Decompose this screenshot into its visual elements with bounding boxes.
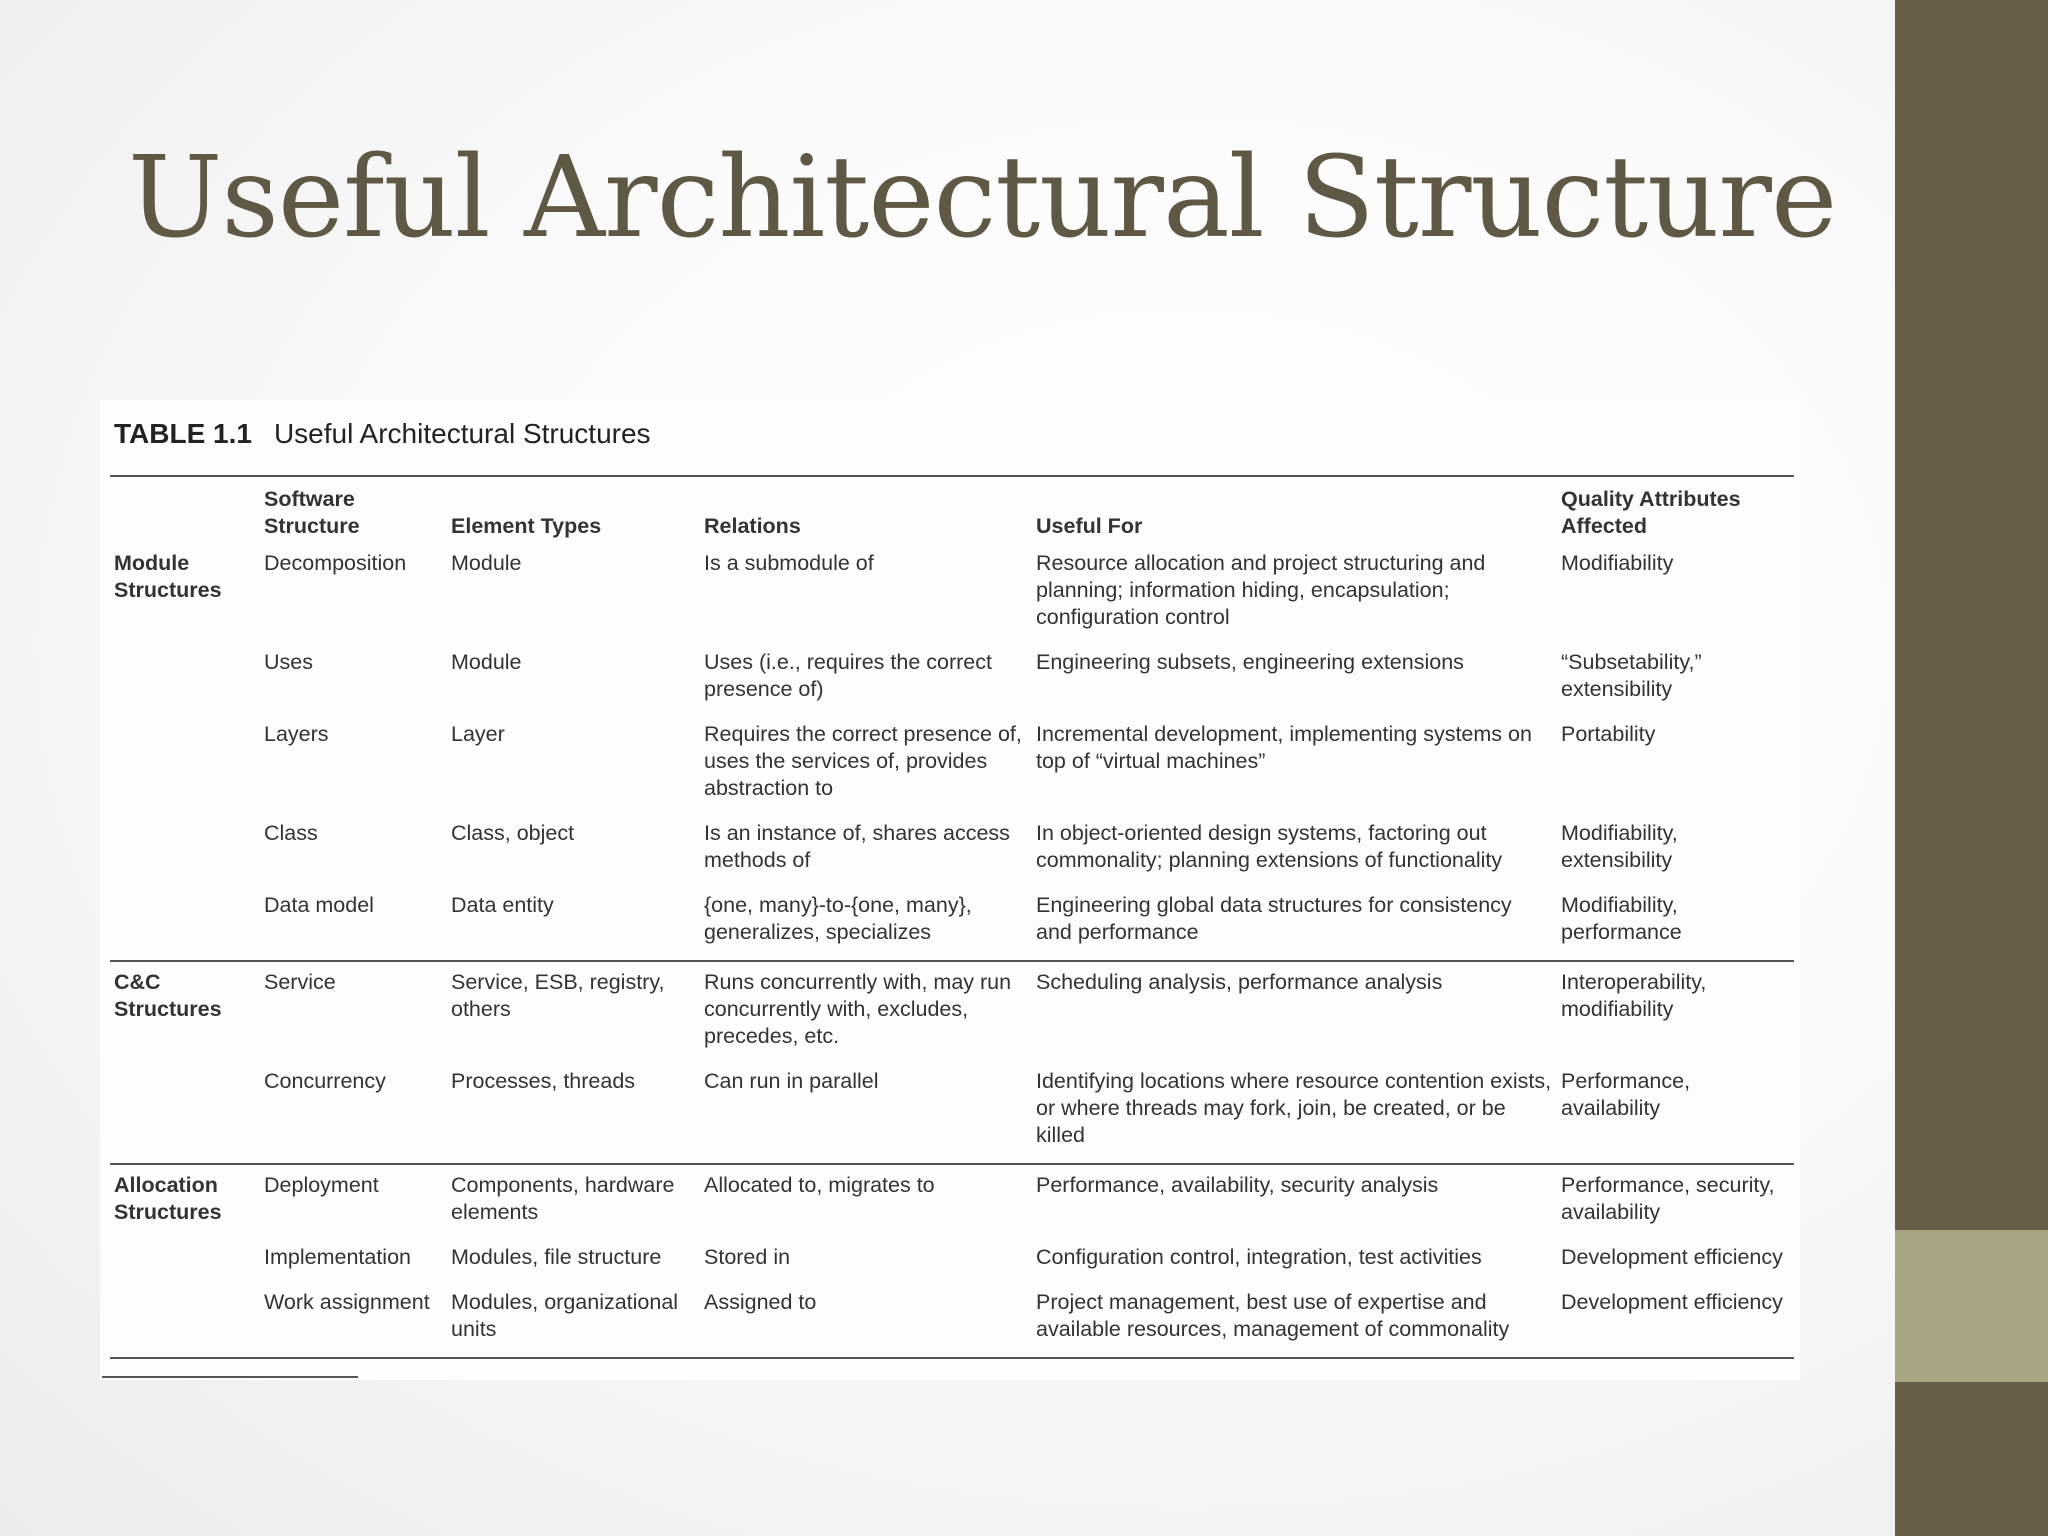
cell-category: Module Structures (114, 551, 222, 602)
table-figure (100, 400, 1800, 1380)
cell-relations: Can run in parallel (704, 1069, 879, 1093)
header-useful-for: Useful For (1032, 476, 1557, 546)
table-row (110, 888, 1794, 961)
cell-element-types: Components, hardware elements (447, 1164, 700, 1240)
header-quality-attributes: Quality Attributes Affected (1557, 476, 1794, 546)
cell-useful-for: Performance, availability, security analysis (1032, 1164, 1557, 1240)
cell-useful-for: Engineering subsets, engineering extensions (1036, 650, 1464, 674)
sidebar-accent-block (1895, 1230, 2048, 1382)
cell-relations: Is an instance of, shares access methods of (704, 821, 1010, 872)
cell-quality-attributes: Modifiability, extensibility (1561, 821, 1678, 872)
cell-category: C&C Structures (110, 961, 260, 1064)
cell-relations: Allocated to, migrates to (700, 1164, 1032, 1240)
cell-element-types: Class, object (451, 821, 575, 845)
table-row (110, 1240, 1794, 1285)
architectural-structures-table (110, 475, 1794, 1359)
table-row (110, 961, 1794, 1064)
cell-software-structure: Concurrency (264, 1069, 386, 1093)
header-element-types: Element Types (447, 476, 700, 546)
cell-category (110, 1064, 260, 1164)
cell-software-structure: Service (260, 961, 447, 1064)
cell-relations: {one, many}-to-{one, many}, generalizes, specializes (704, 893, 972, 944)
cell-software-structure: Layers (264, 722, 329, 746)
cell-relations: Stored in (704, 1245, 791, 1269)
slide-title: Useful Architectural Structure (128, 133, 1837, 263)
cell-useful-for: Scheduling analysis, performance analysis (1032, 961, 1557, 1064)
cell-quality-attributes: “Subsetability,” extensibility (1561, 650, 1702, 701)
header-relations: Relations (700, 476, 1032, 546)
table-row (110, 717, 1794, 816)
cell-element-types: Module (451, 650, 522, 674)
table-group (110, 1164, 1794, 1358)
cell-software-structure: Decomposition (264, 551, 407, 575)
cell-useful-for: In object-oriented design systems, factoring out commonality; planning extensions of functionality (1036, 821, 1503, 872)
cell-category: Allocation Structures (110, 1164, 260, 1240)
cell-relations: Is a submodule of (704, 551, 874, 575)
cell-quality-attributes: Development efficiency (1557, 1285, 1794, 1358)
cell-category (110, 1240, 260, 1285)
cell-category (110, 888, 260, 961)
cell-element-types: Service, ESB, registry, others (447, 961, 700, 1064)
cell-software-structure: Deployment (260, 1164, 447, 1240)
header-software-structure: Software Structure (260, 476, 447, 546)
cell-useful-for: Project management, best use of expertise and available resources, management of commonality (1032, 1285, 1557, 1358)
cell-element-types: Module (451, 551, 522, 575)
table-caption-label: TABLE 1.1 (114, 418, 252, 449)
table-row (110, 1064, 1794, 1164)
table-caption-title: Useful Architectural Structures (273, 418, 651, 449)
table-row (110, 546, 1794, 645)
cell-category (110, 816, 260, 888)
cell-element-types: Layer (451, 722, 505, 746)
cell-quality-attributes: Interoperability, modifiability (1557, 961, 1794, 1064)
cell-quality-attributes: Modifiability, performance (1561, 893, 1682, 944)
table-group (110, 961, 1794, 1164)
cell-software-structure: Data model (264, 893, 374, 917)
cell-relations: Requires the correct presence of, uses the services of, provides abstraction to (704, 722, 1022, 800)
cell-element-types: Data entity (451, 893, 554, 917)
table-row (110, 1164, 1794, 1240)
footnote-rule (102, 1376, 358, 1378)
cell-quality-attributes: Performance, availability (1561, 1069, 1691, 1120)
cell-useful-for: Engineering global data structures for consistency and performance (1036, 893, 1512, 944)
cell-software-structure: Uses (264, 650, 313, 674)
table-header-row (110, 476, 1794, 546)
cell-software-structure: Work assignment (260, 1285, 447, 1358)
table-row (110, 816, 1794, 888)
cell-quality-attributes: Development efficiency (1561, 1245, 1783, 1269)
cell-software-structure: Implementation (264, 1245, 411, 1269)
table-row (110, 645, 1794, 717)
cell-useful-for: Identifying locations where resource contention exists, or where threads may fork, join, be created, or be killed (1036, 1069, 1552, 1147)
cell-element-types: Modules, organizational units (447, 1285, 700, 1358)
cell-useful-for: Configuration control, integration, test activities (1036, 1245, 1482, 1269)
cell-element-types: Processes, threads (451, 1069, 636, 1093)
cell-software-structure: Class (264, 821, 318, 845)
cell-quality-attributes: Portability (1561, 722, 1656, 746)
cell-useful-for: Incremental development, implementing systems on top of “virtual machines” (1036, 722, 1532, 773)
cell-relations: Assigned to (700, 1285, 1032, 1358)
cell-relations: Runs concurrently with, may run concurrently with, excludes, precedes, etc. (700, 961, 1032, 1064)
table-caption (114, 418, 651, 450)
cell-relations: Uses (i.e., requires the correct presence of) (704, 650, 992, 701)
cell-quality-attributes: Modifiability (1561, 551, 1674, 575)
table-group (110, 546, 1794, 961)
cell-element-types: Modules, file structure (451, 1245, 662, 1269)
table-row (110, 1285, 1794, 1358)
cell-quality-attributes: Performance, security, availability (1557, 1164, 1794, 1240)
cell-useful-for: Resource allocation and project structuring and planning; information hiding, encapsulation; configuration control (1036, 551, 1486, 629)
header-category (110, 476, 260, 546)
cell-category (110, 1285, 260, 1358)
cell-category (110, 645, 260, 717)
cell-category (110, 717, 260, 816)
